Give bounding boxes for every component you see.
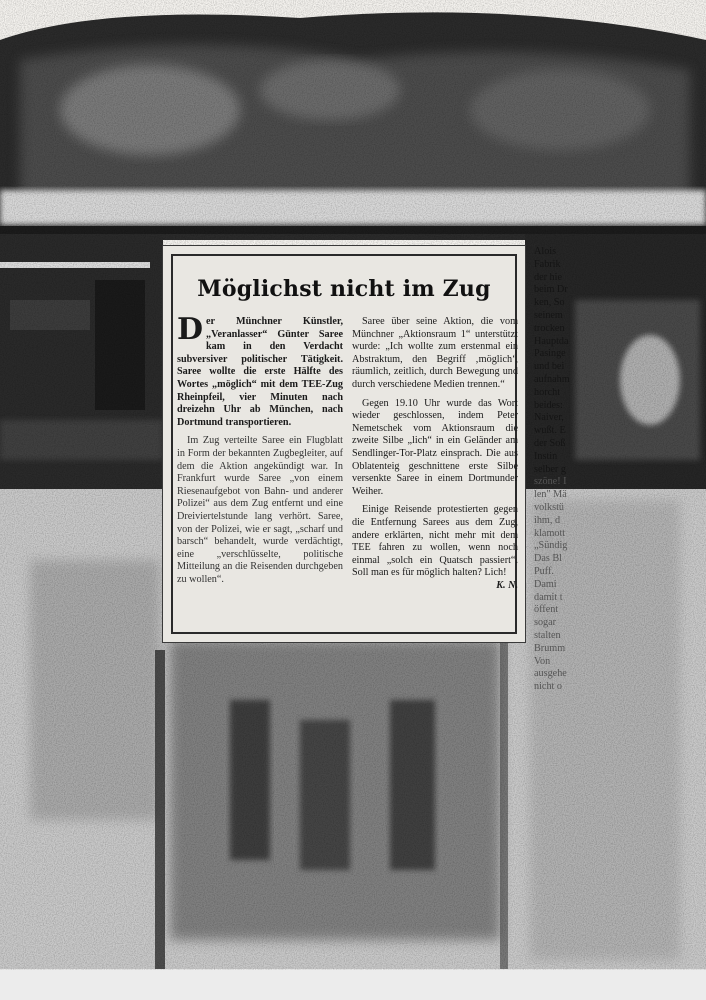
- side-fragment-line: nicht o: [534, 681, 563, 693]
- article-paragraph-1: Im Zug verteilte Saree ein Flugblatt in Form der bekannten Zugbegleiter, auf dem die Aktion angekündigt war. In Frankfurt wurde Saree „von einem Riesenaufgebot von Bahn- und anderer Polizei“ aus dem Zug entfernt und eine Dreiviertelstunde lang verhört. Saree, von der Polizei, wie er sagt, „scharf und barsch“ behandelt, wurde verdächtigt, eine „verschlüsselte, politische Mitteilung an die Reisenden durchgeben zu wollen“.: [177, 435, 343, 585]
- side-fragment-line: öffent: [534, 604, 559, 616]
- article-headline: Möglichst nicht im Zug: [197, 276, 491, 302]
- side-fragment-line: und bei: [534, 361, 565, 373]
- side-fragment-line: der Soß: [534, 437, 566, 449]
- article-lead: [177, 312, 343, 429]
- side-fragment-line: der hie: [534, 271, 563, 283]
- side-fragment-line: wußt. E: [534, 425, 566, 437]
- newspaper-clipping: [163, 246, 525, 642]
- article-column-left: [177, 312, 343, 592]
- side-fragment-line: Das Bl: [534, 553, 563, 565]
- article-byline: K. N.: [496, 579, 518, 591]
- lead-text: er Münchner Künstler, „Veranlasser“ Günter Saree kam in den Verdacht subversiver politischer Tätigkeit. Saree wollte die erste Hälfte des Wortes „möglich“ mit dem TEE-Zug Rheinpfeil, vier Minuten nach dreizehn Uhr ab München, nach Dortmund transportieren.: [177, 316, 343, 428]
- article-paragraph-3: Gegen 19.10 Uhr wurde das Wort wieder geschlossen, indem Peter Nemetschek vom Aktionsraum die zweite Silbe „lich“ in ein Geländer am Sendlinger-Tor-Platz einsprach. Die aus Oblatenteig geschnittene erste Silbe versenkte Saree in einem Dortmunder Weiher.: [352, 397, 518, 497]
- side-fragment-line: selber g: [534, 463, 566, 475]
- side-fragment-line: Fabrik: [534, 258, 561, 270]
- side-fragment-line: Dami: [534, 578, 557, 590]
- side-fragment-line: Instin: [534, 450, 558, 462]
- side-fragment-line: Von: [534, 655, 551, 667]
- side-fragment-line: beim Dr: [534, 284, 568, 296]
- side-fragment-line: stalten: [534, 629, 561, 641]
- article-paragraph-2: Saree über seine Aktion, die vom Münchner „Aktionsraum 1“ unterstützt wurde: „Ich wollte zum erstenmal ein Abstraktum, den Begriff ‚möglich‘, räumlich, zeitlich, durch Bewegung und durch verschiedene Medien trennen.“: [352, 316, 518, 390]
- side-fragment-line: seinem: [534, 309, 563, 321]
- side-fragment-line: beides:: [534, 399, 563, 411]
- side-fragment-line: Hauptda: [534, 335, 569, 347]
- side-fragment-line: horcht: [534, 386, 561, 398]
- side-fragment-line: aufnahm: [534, 373, 570, 385]
- side-fragment-line: Naiver,: [534, 412, 564, 424]
- drop-cap: D: [177, 312, 204, 347]
- side-fragment-line: ken, So: [534, 297, 565, 309]
- side-fragment-line: ausgehe: [534, 668, 567, 680]
- side-fragment-line: len" Mä: [534, 489, 567, 501]
- side-fragment-line: „Sündig: [534, 540, 568, 552]
- side-fragment-line: Brumm: [534, 642, 566, 654]
- side-fragment-line: volkstü: [534, 501, 565, 513]
- side-fragment-line: sogar: [534, 617, 557, 629]
- paragraph-4-text: Einige Reisende protestierten gegen die Entfernung Sarees aus dem Zug, andere erklärten, nicht mehr mit dem TEE fahren zu wollen, wenn noch einmal „solch ein Quatsch passiert“. Soll man es für möglich halten? Lich!: [352, 504, 518, 579]
- side-fragment-line: Pasinge: [534, 348, 566, 360]
- article-paragraph-4: [352, 504, 518, 591]
- side-fragment-line: klamott: [534, 527, 566, 539]
- side-fragment-line: Alois: [534, 246, 557, 257]
- side-fragment-line: trocken: [534, 322, 565, 334]
- side-fragment-line: Puff.: [534, 565, 554, 577]
- side-fragment-line: szöne! I: [534, 476, 567, 488]
- article-column-right: [352, 316, 518, 592]
- side-column-fragment: [534, 246, 574, 694]
- side-fragment-line: damit t: [534, 591, 563, 603]
- side-fragment-line: ihm, d: [534, 514, 561, 526]
